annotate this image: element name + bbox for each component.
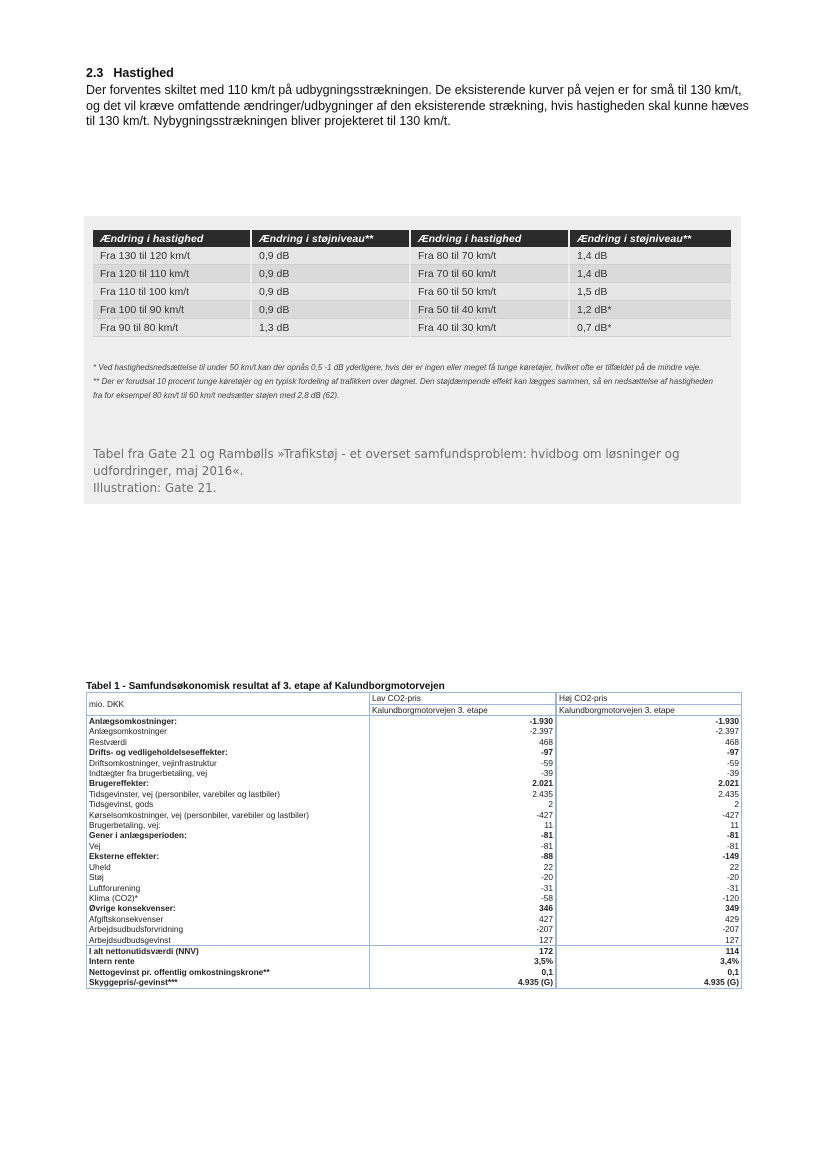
value-high: -31 [556, 883, 742, 893]
value-high: -97 [556, 747, 742, 757]
total-high: 4.935 (G) [556, 977, 742, 988]
value-high: -81 [556, 841, 742, 851]
total-low: 0,1 [370, 967, 557, 977]
header-cell: Ændring i hastighed [411, 230, 570, 247]
total-row [87, 977, 742, 988]
table-row [87, 883, 742, 893]
total-label: I alt nettonutidsværdi (NNV) [87, 945, 370, 956]
value-low: 427 [370, 914, 557, 924]
value-low: 22 [370, 862, 557, 872]
table-row [87, 872, 742, 882]
table-row [87, 820, 742, 830]
table-row [87, 716, 742, 727]
table-cell: 1,3 dB [252, 319, 411, 337]
value-low: -39 [370, 768, 557, 778]
value-high: 2.021 [556, 778, 742, 788]
caption-text: Tabel fra Gate 21 og Rambølls »Trafikstøj - et overset samfundsproblem: hvidbog om løsninger og udfordringer, maj 2016«. [93, 447, 680, 478]
row-label: Kørselsomkostninger, vej (personbiler, varebiler og lastbiler) [87, 810, 370, 820]
value-low: -81 [370, 830, 557, 840]
row-label: Restværdi [87, 737, 370, 747]
value-low: -207 [370, 924, 557, 934]
section-text: Der forventes skiltet med 110 km/t på udbygningsstrækningen. De eksisterende kurver på vejen er for små til 130 km/t, og det vil kræve omfattende ændringer/udbygninger af den eksisterende strækning, hvis hastigheden skal kunne hæves til 130 km/t. Nybygningsstrækningen bliver projekteret til 130 km/t. [86, 83, 749, 128]
row-label: Gener i anlægsperioden: [87, 830, 370, 840]
caption-credit: Illustration: Gate 21. [93, 481, 217, 495]
total-low: 4.935 (G) [370, 977, 557, 988]
table-row [87, 914, 742, 924]
column-header-high: Høj CO2-pris [556, 693, 742, 705]
value-high: -120 [556, 893, 742, 903]
row-label: Tidsgevinster, vej (personbiler, varebiler og lastbiler) [87, 789, 370, 799]
value-high: -59 [556, 758, 742, 768]
table-cell: 0,9 dB [252, 301, 411, 319]
total-high: 3,4% [556, 956, 742, 966]
table-cell: 1,2 dB* [570, 301, 731, 319]
value-high: 22 [556, 862, 742, 872]
column-header-low: Lav CO2-pris [370, 693, 557, 705]
row-label: Arbejdsudbudsforvridning [87, 924, 370, 934]
table-cell: Fra 40 til 30 km/t [411, 319, 570, 337]
value-low: 346 [370, 903, 557, 913]
unit-label: mio. DKK [87, 693, 370, 716]
row-label: Uheld [87, 862, 370, 872]
total-row [87, 956, 742, 966]
table-row [93, 247, 731, 265]
section-title: Hastighed [113, 66, 174, 80]
table-cell: Fra 110 til 100 km/t [93, 283, 252, 301]
row-label: Luftforurening [87, 883, 370, 893]
value-high: -81 [556, 830, 742, 840]
row-label: Klima (CO2)* [87, 893, 370, 903]
table-row [87, 903, 742, 913]
table-cell: 0,9 dB [252, 283, 411, 301]
footnote: * Ved hastighedsnedsættelse til under 50 km/t kan der opnås 0,5 -1 dB yderligere, hvis der er ingen eller meget få tunge køretøjer, hvilket ofte er tilfældet på de mindre veje. [93, 363, 702, 372]
table-row [87, 778, 742, 788]
cba-table-title: Tabel 1 - Samfundsøkonomisk resultat af 3. etape af Kalundborgmotorvejen [86, 681, 445, 692]
cba-table [86, 692, 742, 989]
value-high: 2.435 [556, 789, 742, 799]
total-label: Intern rente [87, 956, 370, 966]
table-cell: 0,9 dB [252, 247, 411, 265]
table-row [87, 893, 742, 903]
table-row [87, 862, 742, 872]
table-cell: 1,4 dB [570, 265, 731, 283]
total-high: 0,1 [556, 967, 742, 977]
table-cell: 1,4 dB [570, 247, 731, 265]
value-low: 468 [370, 737, 557, 747]
table-cell: Fra 80 til 70 km/t [411, 247, 570, 265]
row-label: Støj [87, 872, 370, 882]
value-high: -1.930 [556, 716, 742, 727]
value-low: 2.021 [370, 778, 557, 788]
section-heading [86, 66, 174, 80]
value-high: 11 [556, 820, 742, 830]
table-row [87, 768, 742, 778]
table-cell: Fra 120 til 110 km/t [93, 265, 252, 283]
subheader-low: Kalundborgmotorvejen 3. etape [370, 704, 557, 716]
table-row [93, 265, 731, 283]
table-row [87, 726, 742, 736]
table-row [87, 935, 742, 946]
table-row [87, 799, 742, 809]
row-label: Brugereffekter: [87, 778, 370, 788]
table-row [87, 851, 742, 861]
header-cell: Ændring i hastighed [93, 230, 252, 247]
row-label: Afgiftskonsekvenser [87, 914, 370, 924]
value-low: -97 [370, 747, 557, 757]
table-row [87, 758, 742, 768]
value-high: -20 [556, 872, 742, 882]
row-label: Brugerbetaling, vej: [87, 820, 370, 830]
row-label: Arbejdsudbudsgevinst [87, 935, 370, 946]
section-number: 2.3 [86, 66, 104, 80]
row-label: Tidsgevinst, gods [87, 799, 370, 809]
header-cell: Ændring i støjniveau** [570, 230, 731, 247]
value-low: -427 [370, 810, 557, 820]
value-low: 11 [370, 820, 557, 830]
value-low: 2.435 [370, 789, 557, 799]
row-label: Vej [87, 841, 370, 851]
table-cell: Fra 90 til 80 km/t [93, 319, 252, 337]
table-cell: Fra 70 til 60 km/t [411, 265, 570, 283]
row-label: Drifts- og vedligeholdelseseffekter: [87, 747, 370, 757]
total-label: Nettogevinst pr. offentlig omkostningskrone** [87, 967, 370, 977]
row-label: Anlægsomkostninger: [87, 716, 370, 727]
table-row [87, 737, 742, 747]
row-label: Øvrige konsekvenser: [87, 903, 370, 913]
subheader-high: Kalundborgmotorvejen 3. etape [556, 704, 742, 716]
value-high: 349 [556, 903, 742, 913]
total-high: 114 [556, 945, 742, 956]
value-low: -31 [370, 883, 557, 893]
value-low: -2.397 [370, 726, 557, 736]
value-high: 429 [556, 914, 742, 924]
value-low: -88 [370, 851, 557, 861]
table-row [93, 319, 731, 337]
value-low: -20 [370, 872, 557, 882]
value-low: -81 [370, 841, 557, 851]
table-row [87, 789, 742, 799]
noise-table [93, 230, 731, 337]
table-cell: 1,5 dB [570, 283, 731, 301]
table-row [87, 810, 742, 820]
value-high: -39 [556, 768, 742, 778]
noise-footnotes [93, 361, 723, 403]
table-cell: Fra 50 til 40 km/t [411, 301, 570, 319]
value-low: 127 [370, 935, 557, 946]
value-high: -149 [556, 851, 742, 861]
value-high: 468 [556, 737, 742, 747]
value-high: 2 [556, 799, 742, 809]
table-row [87, 747, 742, 757]
total-low: 3,5% [370, 956, 557, 966]
value-low: -1.930 [370, 716, 557, 727]
total-row [87, 967, 742, 977]
value-high: -2.397 [556, 726, 742, 736]
value-high: -207 [556, 924, 742, 934]
noise-table-header [93, 230, 731, 247]
total-label: Skyggepris/-gevinst*** [87, 977, 370, 988]
header-cell: Ændring i støjniveau** [252, 230, 411, 247]
table-cell: 0,9 dB [252, 265, 411, 283]
noise-figure [84, 216, 741, 504]
table-cell: Fra 60 til 50 km/t [411, 283, 570, 301]
table-row [87, 841, 742, 851]
row-label: Indtægter fra brugerbetaling, vej [87, 768, 370, 778]
value-low: -59 [370, 758, 557, 768]
row-label: Eksterne effekter: [87, 851, 370, 861]
table-row [93, 283, 731, 301]
value-high: -427 [556, 810, 742, 820]
value-low: 2 [370, 799, 557, 809]
table-row [93, 301, 731, 319]
footnote: ** Der er forudsat 10 procent tunge køretøjer og en typisk fordeling af trafikken over døgnet. Den støjdæmpende effekt kan lægges sammen, så en nedsættelse af hastigheden fra for eksempel 80 km/t til 60 km/t nedsætter støjen med 2,8 dB (62). [93, 377, 713, 400]
row-label: Driftsomkostninger, vejinfrastruktur [87, 758, 370, 768]
table-row [87, 924, 742, 934]
row-label: Anlægsomkostninger [87, 726, 370, 736]
figure-caption [93, 446, 723, 497]
total-row [87, 945, 742, 956]
cba-header-row [87, 693, 742, 705]
value-high: 127 [556, 935, 742, 946]
table-row [87, 830, 742, 840]
table-cell: Fra 130 til 120 km/t [93, 247, 252, 265]
table-cell: Fra 100 til 90 km/t [93, 301, 252, 319]
table-cell: 0,7 dB* [570, 319, 731, 337]
value-low: -58 [370, 893, 557, 903]
total-low: 172 [370, 945, 557, 956]
